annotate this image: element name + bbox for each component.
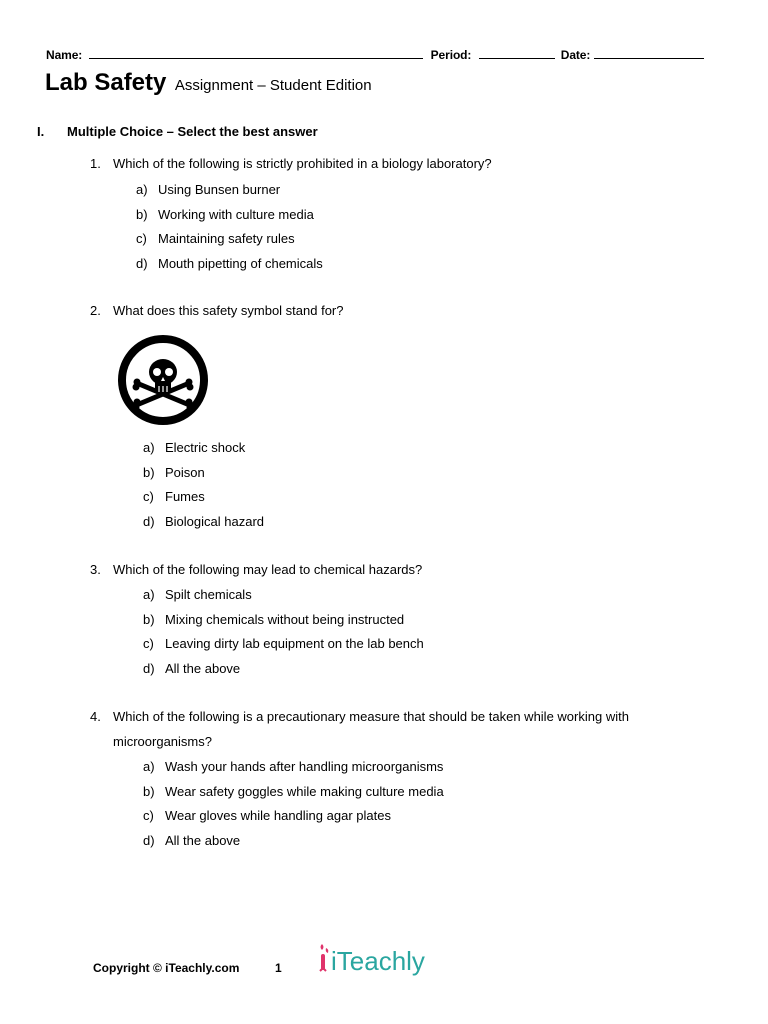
iteachly-logo [316, 940, 440, 981]
header-line [46, 47, 704, 62]
option-text: Wash your hands after handling microorganisms [165, 759, 444, 774]
option-text: All the above [165, 833, 241, 848]
question-text: microorganisms? [113, 734, 212, 749]
option-text: All the above [165, 661, 241, 676]
page-title [45, 69, 372, 97]
question-text: Which of the following may lead to chemical hazards? [113, 562, 423, 577]
option-text: Poison [165, 465, 205, 480]
option-letter: a) [143, 759, 155, 774]
option-letter: d) [143, 833, 155, 848]
option-text: Mixing chemicals without being instructed [165, 612, 405, 627]
skull-crossbones-icon [117, 334, 209, 431]
question-number: 2. [90, 303, 101, 318]
option-letter: a) [143, 587, 155, 602]
option-letter: a) [143, 440, 155, 455]
option-letter: d) [136, 256, 148, 271]
option-text: Working with culture media [158, 207, 314, 222]
option-text: Electric shock [165, 440, 246, 455]
option-letter: a) [136, 182, 148, 197]
date-label: Date: [560, 48, 591, 62]
option-text: Fumes [165, 489, 205, 504]
option-letter: b) [136, 207, 148, 222]
copyright-text: Copyright © iTeachly.com [93, 961, 240, 975]
option-text: Wear safety goggles while making culture media [165, 784, 444, 799]
option-letter: c) [143, 489, 154, 504]
section-heading: Multiple Choice – Select the best answer [67, 124, 318, 139]
option-letter: b) [143, 465, 155, 480]
option-letter: c) [143, 808, 154, 823]
logo-mark-icon [320, 944, 328, 971]
option-letter: d) [143, 514, 155, 529]
period-label: Period: [430, 48, 472, 62]
option-letter: c) [143, 636, 154, 651]
option-text: Using Bunsen burner [158, 182, 281, 197]
name-field[interactable] [89, 47, 423, 59]
question-number: 1. [90, 156, 101, 171]
period-field[interactable] [479, 47, 555, 59]
question-number: 3. [90, 562, 101, 577]
option-text: Leaving dirty lab equipment on the lab bench [165, 636, 424, 651]
question-text: Which of the following is strictly prohibited in a biology laboratory? [113, 156, 492, 171]
page-number: 1 [275, 961, 282, 975]
date-field[interactable] [594, 47, 704, 59]
option-text: Biological hazard [165, 514, 265, 529]
logo-text: iTeachly [331, 946, 425, 976]
title-main: Lab Safety [45, 69, 167, 96]
option-text: Maintaining safety rules [158, 231, 295, 246]
question-number: 4. [90, 709, 101, 724]
option-letter: c) [136, 231, 147, 246]
section-numeral: I. [37, 124, 45, 139]
option-text: Wear gloves while handling agar plates [165, 808, 391, 823]
option-letter: d) [143, 661, 155, 676]
title-sub: Assignment – Student Edition [174, 77, 372, 94]
option-text: Spilt chemicals [165, 587, 252, 602]
question-text: What does this safety symbol stand for? [113, 303, 344, 318]
option-text: Mouth pipetting of chemicals [158, 256, 323, 271]
option-letter: b) [143, 784, 155, 799]
option-letter: b) [143, 612, 155, 627]
name-label: Name: [46, 48, 83, 62]
question-text: Which of the following is a precautionary measure that should be taken while working with [113, 709, 629, 724]
